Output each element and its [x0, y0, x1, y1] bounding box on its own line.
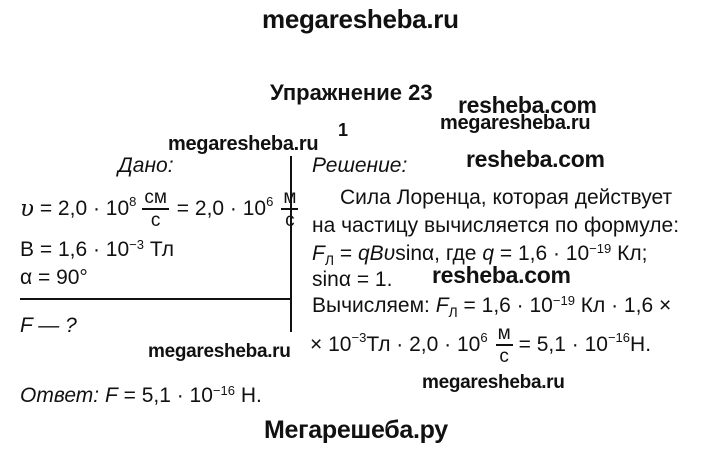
- watermark-mega-4: megaresheba.ru: [422, 372, 565, 393]
- watermark-resheba-2: resheba.com: [466, 146, 605, 172]
- solution-line-4: sinα = 1.: [312, 268, 393, 291]
- find-line: F — ?: [20, 314, 77, 337]
- velocity-eq1: = 2,0 · 10: [39, 197, 130, 220]
- watermark-mega-3: megaresheba.ru: [148, 341, 291, 362]
- charge-symbol: q: [482, 242, 495, 265]
- calc2-exp2: 6: [480, 330, 488, 346]
- calc-eq: = 1,6 · 10: [457, 294, 553, 317]
- velocity-exp2: 6: [266, 194, 274, 210]
- calc-rest: Кл · 1,6 ×: [574, 294, 672, 317]
- formula-qbv: qBυ: [357, 242, 396, 265]
- watermark-top: megaresheba.ru: [262, 4, 459, 34]
- calc2-unit: [496, 324, 513, 366]
- answer-unit: Н.: [235, 384, 262, 407]
- solution-label: Решение:: [312, 154, 408, 177]
- solution-line-2: на частицу вычисляется по формуле:: [312, 214, 680, 237]
- calc2-mid: Тл · 2,0 · 10: [366, 333, 481, 356]
- charge-unit: Кл;: [611, 242, 648, 265]
- field-exp: −3: [129, 236, 145, 252]
- velocity-unit1-num: см: [144, 187, 167, 208]
- charge-value: = 1,6 · 10: [494, 242, 590, 265]
- velocity-symbol: υ: [20, 196, 34, 222]
- watermark-mega-2: megaresheba.ru: [168, 133, 319, 155]
- calc2-exp3: −16: [607, 330, 631, 346]
- problem-number: 1: [338, 120, 349, 140]
- calc2-unit-den: с: [499, 346, 509, 367]
- watermark-footer: Мегарешеба.ру: [264, 416, 448, 444]
- field-symbol: B: [20, 238, 35, 261]
- watermark-mega-1: megaresheba.ru: [440, 112, 591, 134]
- given-label: Дано:: [118, 154, 174, 177]
- calc2-unit-num: м: [497, 323, 511, 344]
- velocity-unit2: [281, 188, 298, 230]
- calc-force-sub: Л: [448, 304, 458, 321]
- watermark-resheba-3: resheba.com: [432, 262, 571, 288]
- lorentz-force-sub: Л: [324, 252, 335, 269]
- velocity-unit2-den: с: [285, 210, 295, 231]
- velocity-line: [20, 188, 300, 230]
- formula-sin: sinα, где: [395, 242, 483, 265]
- vertical-divider: [290, 156, 292, 332]
- exercise-title: Упражнение 23: [270, 80, 433, 105]
- field-unit: Тл: [144, 238, 174, 261]
- solution-line-5: [312, 294, 671, 320]
- calc2-exp1: −3: [351, 330, 367, 346]
- solution-line-3: [312, 242, 647, 268]
- field-value: = 1,6 · 10: [34, 238, 130, 261]
- answer-value: = 5,1 · 10: [117, 384, 213, 407]
- calc2-res: = 5,1 · 10: [518, 333, 608, 356]
- solution-line-1: Сила Лоренца, которая действует: [340, 186, 673, 209]
- answer-exp: −16: [212, 382, 236, 398]
- charge-exp: −19: [589, 240, 612, 256]
- given-divider: [20, 298, 292, 300]
- calc2-pre: × 10: [310, 333, 352, 356]
- answer-force-symbol: F: [104, 384, 118, 407]
- field-line: [20, 238, 174, 262]
- velocity-unit1-den: с: [150, 210, 161, 231]
- angle-line: α = 90°: [20, 266, 88, 289]
- velocity-eq2: = 2,0 · 10: [176, 197, 267, 220]
- answer-label: Ответ:: [20, 384, 105, 407]
- calc-exp: −19: [552, 292, 575, 308]
- velocity-unit1: [142, 188, 169, 230]
- calc-prefix: Вычисляем:: [312, 294, 436, 317]
- solution-line-6: [310, 324, 651, 366]
- formula-eq: =: [334, 242, 358, 265]
- answer-line: [20, 384, 262, 408]
- watermark-resheba-1: resheba.com: [458, 92, 597, 118]
- calc2-end: Н.: [630, 333, 652, 356]
- lorentz-force-symbol: F: [312, 242, 325, 265]
- velocity-exp1: 8: [129, 194, 137, 210]
- calc-force-symbol: F: [435, 294, 449, 317]
- velocity-unit2-num: м: [283, 187, 297, 208]
